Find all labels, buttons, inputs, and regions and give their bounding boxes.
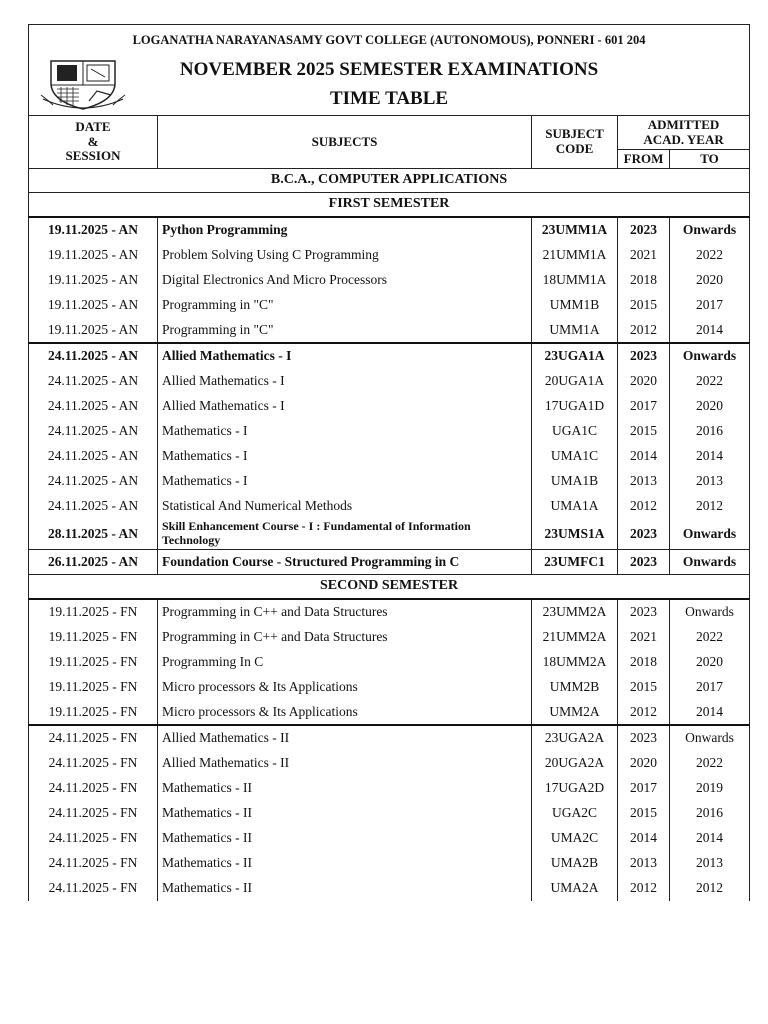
subject-code: UMA2A — [532, 876, 618, 901]
exam-date-session: 24.11.2025 - AN — [29, 494, 158, 519]
col-subject-code: SUBJECT CODE — [532, 116, 618, 169]
admitted-to: 2013 — [670, 851, 750, 876]
table-row — [29, 550, 750, 575]
subject-code: 21UMM1A — [532, 243, 618, 268]
admitted-to: 2020 — [670, 268, 750, 293]
subject-name: Programming in "C" — [158, 318, 532, 344]
exam-date-session: 24.11.2025 - FN — [29, 801, 158, 826]
exam-date-session: 24.11.2025 - FN — [29, 851, 158, 876]
subject-code: 23UMM2A — [532, 599, 618, 625]
subject-name: Problem Solving Using C Programming — [158, 243, 532, 268]
college-name: LOGANATHA NARAYANASAMY GOVT COLLEGE (AUTONOMOUS), PONNERI - 601 204 — [132, 33, 646, 47]
subject-code: 20UGA2A — [532, 751, 618, 776]
admitted-from: 2023 — [618, 725, 670, 751]
admitted-to: 2012 — [670, 494, 750, 519]
table-row — [29, 217, 750, 243]
exam-date-session: 24.11.2025 - AN — [29, 394, 158, 419]
subject-name: Foundation Course - Structured Programming in C — [158, 550, 532, 575]
exam-date-session: 19.11.2025 - AN — [29, 217, 158, 243]
exam-date-session: 24.11.2025 - AN — [29, 469, 158, 494]
table-row — [29, 650, 750, 675]
admitted-from: 2013 — [618, 851, 670, 876]
exam-date-session: 19.11.2025 - AN — [29, 318, 158, 344]
subject-name: Digital Electronics And Micro Processors — [158, 268, 532, 293]
table-row — [29, 343, 750, 369]
admitted-from: 2014 — [618, 826, 670, 851]
subject-code: 23UGA1A — [532, 343, 618, 369]
table-row — [29, 494, 750, 519]
exam-date-session: 19.11.2025 - AN — [29, 243, 158, 268]
subject-name: Programming in C++ and Data Structures — [158, 599, 532, 625]
admitted-from: 2015 — [618, 675, 670, 700]
subject-code: UMM2A — [532, 700, 618, 726]
admitted-from: 2023 — [618, 217, 670, 243]
subject-code: UMA1C — [532, 444, 618, 469]
admitted-from: 2015 — [618, 801, 670, 826]
admitted-to: 2017 — [670, 293, 750, 318]
table-row — [29, 444, 750, 469]
admitted-to: 2016 — [670, 801, 750, 826]
subject-code: UMM2B — [532, 675, 618, 700]
col-admitted-year: ADMITTED ACAD. YEAR — [618, 116, 750, 150]
exam-date-session: 19.11.2025 - AN — [29, 268, 158, 293]
subject-code: UGA1C — [532, 419, 618, 444]
subject-code: 21UMM2A — [532, 625, 618, 650]
subject-name: Programming in C++ and Data Structures — [158, 625, 532, 650]
admitted-from: 2012 — [618, 700, 670, 726]
subject-name: Programming In C — [158, 650, 532, 675]
subject-code: 17UGA2D — [532, 776, 618, 801]
exam-date-session: 24.11.2025 - FN — [29, 776, 158, 801]
table-row — [29, 369, 750, 394]
exam-date-session: 19.11.2025 - FN — [29, 650, 158, 675]
subject-code: 23UGA2A — [532, 725, 618, 751]
admitted-from: 2020 — [618, 369, 670, 394]
admitted-to: Onwards — [670, 550, 750, 575]
subject-code: 18UMM2A — [532, 650, 618, 675]
table-row — [29, 801, 750, 826]
table-row — [29, 675, 750, 700]
exam-date-session: 24.11.2025 - AN — [29, 444, 158, 469]
exam-date-session: 19.11.2025 - FN — [29, 675, 158, 700]
admitted-from: 2015 — [618, 419, 670, 444]
subject-name: Micro processors & Its Applications — [158, 675, 532, 700]
table-row — [29, 318, 750, 344]
table-row — [29, 243, 750, 268]
subject-code: UMA2B — [532, 851, 618, 876]
subject-code: UMM1A — [532, 318, 618, 344]
admitted-to: Onwards — [670, 217, 750, 243]
admitted-from: 2018 — [618, 650, 670, 675]
exam-date-session: 19.11.2025 - FN — [29, 700, 158, 726]
admitted-to: 2014 — [670, 318, 750, 344]
programme-title: B.C.A., COMPUTER APPLICATIONS — [29, 169, 750, 193]
table-row — [29, 700, 750, 726]
admitted-from: 2023 — [618, 519, 670, 550]
col-subjects: SUBJECTS — [158, 116, 532, 169]
subject-name: Mathematics - II — [158, 826, 532, 851]
subject-code: UMA2C — [532, 826, 618, 851]
table-row — [29, 519, 750, 550]
table-row — [29, 394, 750, 419]
admitted-to: 2022 — [670, 751, 750, 776]
subject-name: Mathematics - II — [158, 801, 532, 826]
admitted-to: Onwards — [670, 725, 750, 751]
semester-title: FIRST SEMESTER — [29, 193, 750, 218]
table-row — [29, 776, 750, 801]
subject-code: 17UGA1D — [532, 394, 618, 419]
admitted-from: 2012 — [618, 494, 670, 519]
subject-code: 23UMS1A — [532, 519, 618, 550]
col-date-session: DATE & SESSION — [29, 116, 158, 169]
subject-name: Mathematics - I — [158, 419, 532, 444]
admitted-to: Onwards — [670, 343, 750, 369]
admitted-to: 2014 — [670, 826, 750, 851]
admitted-from: 2017 — [618, 776, 670, 801]
subject-code: 18UMM1A — [532, 268, 618, 293]
exam-date-session: 24.11.2025 - AN — [29, 343, 158, 369]
table-row — [29, 268, 750, 293]
timetable — [28, 24, 750, 901]
admitted-from: 2023 — [618, 550, 670, 575]
subject-code: UGA2C — [532, 801, 618, 826]
table-row — [29, 293, 750, 318]
subject-name: Allied Mathematics - II — [158, 725, 532, 751]
exam-date-session: 24.11.2025 - FN — [29, 725, 158, 751]
table-row — [29, 826, 750, 851]
subject-name: Statistical And Numerical Methods — [158, 494, 532, 519]
table-row — [29, 599, 750, 625]
subject-name: Allied Mathematics - I — [158, 343, 532, 369]
subject-name: Mathematics - I — [158, 444, 532, 469]
admitted-to: 2022 — [670, 243, 750, 268]
admitted-to: 2020 — [670, 394, 750, 419]
exam-date-session: 26.11.2025 - AN — [29, 550, 158, 575]
exam-date-session: 19.11.2025 - FN — [29, 599, 158, 625]
admitted-to: 2019 — [670, 776, 750, 801]
table-row — [29, 469, 750, 494]
admitted-to: 2013 — [670, 469, 750, 494]
subject-name: Programming in "C" — [158, 293, 532, 318]
col-from: FROM — [618, 150, 670, 169]
col-to: TO — [670, 150, 750, 169]
exam-date-session: 24.11.2025 - FN — [29, 826, 158, 851]
subject-code: UMM1B — [532, 293, 618, 318]
subject-name: Allied Mathematics - I — [158, 394, 532, 419]
admitted-from: 2018 — [618, 268, 670, 293]
admitted-from: 2012 — [618, 318, 670, 344]
exam-date-session: 19.11.2025 - AN — [29, 293, 158, 318]
admitted-to: 2022 — [670, 625, 750, 650]
table-row — [29, 851, 750, 876]
exam-date-session: 24.11.2025 - AN — [29, 419, 158, 444]
subject-name: Skill Enhancement Course - I : Fundamental of Information Technology — [158, 519, 532, 550]
exam-date-session: 19.11.2025 - FN — [29, 625, 158, 650]
subject-name: Mathematics - II — [158, 776, 532, 801]
admitted-from: 2015 — [618, 293, 670, 318]
table-row — [29, 725, 750, 751]
document-subtitle: TIME TABLE — [329, 88, 449, 109]
subject-code: UMA1B — [532, 469, 618, 494]
table-row — [29, 751, 750, 776]
subject-code: UMA1A — [532, 494, 618, 519]
table-row — [29, 419, 750, 444]
admitted-from: 2017 — [618, 394, 670, 419]
admitted-from: 2014 — [618, 444, 670, 469]
document-header — [29, 25, 750, 116]
subject-name: Micro processors & Its Applications — [158, 700, 532, 726]
timetable-sheet — [28, 24, 749, 901]
admitted-from: 2012 — [618, 876, 670, 901]
subject-name: Mathematics - II — [158, 876, 532, 901]
admitted-from: 2023 — [618, 599, 670, 625]
semester-title: SECOND SEMESTER — [29, 575, 750, 600]
admitted-from: 2013 — [618, 469, 670, 494]
subject-name: Allied Mathematics - I — [158, 369, 532, 394]
admitted-from: 2020 — [618, 751, 670, 776]
table-row — [29, 625, 750, 650]
subject-name: Allied Mathematics - II — [158, 751, 532, 776]
admitted-from: 2023 — [618, 343, 670, 369]
subject-code: 23UMFC1 — [532, 550, 618, 575]
exam-date-session: 24.11.2025 - FN — [29, 751, 158, 776]
admitted-to: 2012 — [670, 876, 750, 901]
admitted-to: 2014 — [670, 700, 750, 726]
subject-name: Python Programming — [158, 217, 532, 243]
subject-code: 20UGA1A — [532, 369, 618, 394]
admitted-to: 2014 — [670, 444, 750, 469]
admitted-to: Onwards — [670, 599, 750, 625]
admitted-from: 2021 — [618, 243, 670, 268]
admitted-to: 2016 — [670, 419, 750, 444]
admitted-to: 2020 — [670, 650, 750, 675]
admitted-to: 2022 — [670, 369, 750, 394]
admitted-to: Onwards — [670, 519, 750, 550]
exam-date-session: 28.11.2025 - AN — [29, 519, 158, 550]
table-row — [29, 876, 750, 901]
subject-name: Mathematics - I — [158, 469, 532, 494]
admitted-from: 2021 — [618, 625, 670, 650]
admitted-to: 2017 — [670, 675, 750, 700]
subject-name: Mathematics - II — [158, 851, 532, 876]
exam-date-session: 24.11.2025 - FN — [29, 876, 158, 901]
exam-title: NOVEMBER 2025 SEMESTER EXAMINATIONS — [179, 59, 599, 80]
exam-date-session: 24.11.2025 - AN — [29, 369, 158, 394]
subject-code: 23UMM1A — [532, 217, 618, 243]
